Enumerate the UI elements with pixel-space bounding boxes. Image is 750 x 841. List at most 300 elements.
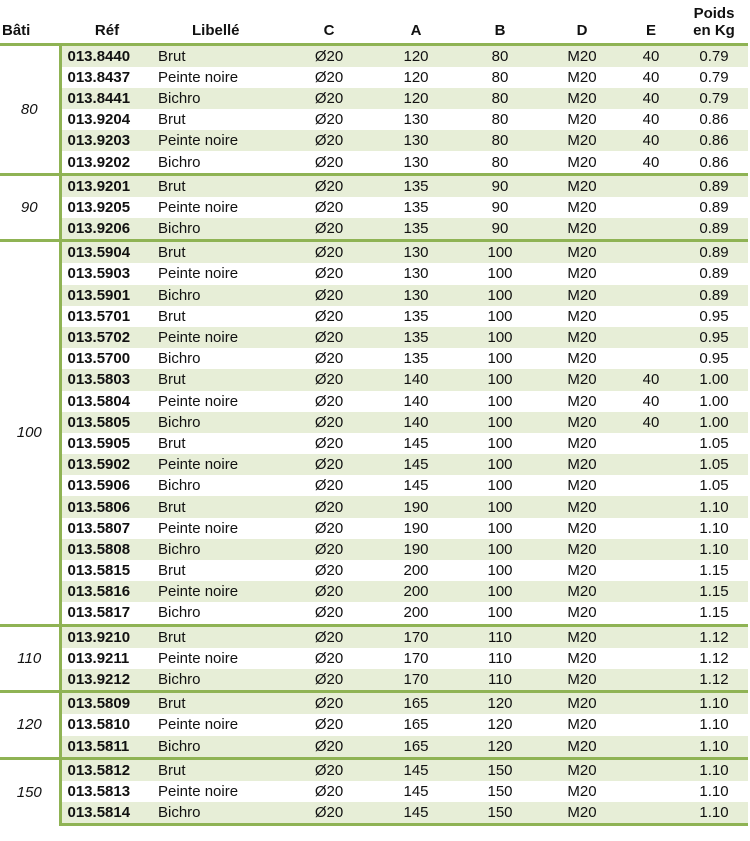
cell-d: M20 bbox=[542, 669, 622, 692]
table-row bbox=[0, 602, 748, 625]
cell-ref: 013.5811 bbox=[60, 736, 154, 759]
cell-b: 150 bbox=[458, 802, 542, 825]
cell-a: 145 bbox=[374, 758, 458, 781]
cell-libelle: Brut bbox=[158, 562, 186, 580]
cell-b: 100 bbox=[487, 434, 513, 452]
cell-poids: 0.79 bbox=[699, 68, 729, 86]
cell-a: 135 bbox=[374, 218, 458, 241]
cell-e bbox=[622, 197, 680, 218]
cell-poids: 0.86 bbox=[699, 111, 729, 129]
cell-poids: 1.12 bbox=[680, 625, 748, 648]
cell-poids: 0.86 bbox=[680, 130, 748, 151]
cell-c: Ø20 bbox=[284, 802, 374, 825]
cell-e bbox=[622, 602, 680, 625]
cell-b: 80 bbox=[491, 111, 509, 129]
cell-e: 40 bbox=[642, 392, 660, 410]
cell-e bbox=[622, 218, 680, 241]
cell-c: Ø20 bbox=[314, 562, 344, 580]
cell-libelle: Brut bbox=[154, 241, 284, 264]
bati-group-label: 80 bbox=[0, 44, 60, 174]
cell-c: Ø20 bbox=[314, 649, 344, 667]
cell-ref: 013.8441 bbox=[60, 88, 154, 109]
cell-a: 135 bbox=[403, 307, 429, 325]
table-row bbox=[0, 475, 748, 496]
cell-b: 120 bbox=[487, 716, 513, 734]
cell-b: 150 bbox=[487, 782, 513, 800]
cell-poids: 1.15 bbox=[680, 581, 748, 602]
cell-c: Ø20 bbox=[314, 392, 344, 410]
cell-e bbox=[622, 285, 680, 306]
cell-libelle: Peinte noire bbox=[154, 130, 284, 151]
cell-b: 90 bbox=[458, 174, 542, 197]
table-row bbox=[0, 625, 748, 648]
cell-e bbox=[622, 648, 680, 669]
cell-ref: 013.9203 bbox=[60, 130, 154, 151]
cell-b: 80 bbox=[491, 153, 509, 171]
cell-a: 145 bbox=[374, 802, 458, 825]
cell-ref: 013.5901 bbox=[60, 285, 154, 306]
cell-poids: 1.12 bbox=[699, 649, 729, 667]
table-row bbox=[0, 241, 748, 264]
cell-ref: 013.5804 bbox=[67, 392, 131, 410]
header-b: B bbox=[458, 0, 542, 44]
cell-c: Ø20 bbox=[314, 307, 344, 325]
cell-ref: 013.5905 bbox=[67, 434, 131, 452]
table-row bbox=[0, 197, 748, 218]
cell-ref: 013.9201 bbox=[60, 174, 154, 197]
cell-e bbox=[622, 241, 680, 264]
header-ref: Réf bbox=[60, 0, 154, 44]
cell-libelle: Peinte noire bbox=[154, 454, 284, 475]
cell-d: M20 bbox=[567, 392, 597, 410]
cell-d: M20 bbox=[542, 174, 622, 197]
cell-e: 40 bbox=[642, 153, 660, 171]
cell-libelle: Bichro bbox=[154, 802, 284, 825]
table-row bbox=[0, 151, 748, 174]
cell-d: M20 bbox=[542, 130, 622, 151]
table-row bbox=[0, 518, 748, 539]
cell-d: M20 bbox=[542, 88, 622, 109]
cell-poids: 0.89 bbox=[680, 218, 748, 241]
cell-c: Ø20 bbox=[314, 68, 344, 86]
cell-libelle: Bichro bbox=[154, 88, 284, 109]
cell-c: Ø20 bbox=[284, 130, 374, 151]
cell-b: 80 bbox=[458, 88, 542, 109]
cell-a: 120 bbox=[374, 44, 458, 67]
cell-c: Ø20 bbox=[284, 218, 374, 241]
cell-ref: 013.5808 bbox=[60, 539, 154, 560]
cell-d: M20 bbox=[542, 454, 622, 475]
cell-e bbox=[622, 496, 680, 517]
cell-c: Ø20 bbox=[284, 327, 374, 348]
cell-ref: 013.5805 bbox=[60, 412, 154, 433]
bati-group-label: 90 bbox=[0, 174, 60, 241]
cell-ref: 013.5904 bbox=[60, 241, 154, 264]
cell-c: Ø20 bbox=[284, 581, 374, 602]
cell-c: Ø20 bbox=[284, 758, 374, 781]
cell-c: Ø20 bbox=[314, 198, 344, 216]
cell-libelle: Bichro bbox=[154, 285, 284, 306]
cell-b: 80 bbox=[458, 44, 542, 67]
table-row bbox=[0, 285, 748, 306]
cell-d: M20 bbox=[567, 198, 597, 216]
cell-libelle: Brut bbox=[158, 307, 186, 325]
cell-poids: 1.05 bbox=[699, 477, 729, 495]
cell-d: M20 bbox=[567, 350, 597, 368]
cell-ref: 013.5902 bbox=[60, 454, 154, 475]
cell-b: 100 bbox=[458, 581, 542, 602]
cell-a: 140 bbox=[374, 412, 458, 433]
cell-a: 120 bbox=[374, 88, 458, 109]
cell-poids: 1.10 bbox=[680, 758, 748, 781]
cell-ref: 013.5812 bbox=[60, 758, 154, 781]
cell-a: 190 bbox=[374, 496, 458, 517]
cell-ref: 013.5807 bbox=[67, 519, 131, 537]
cell-b: 100 bbox=[458, 496, 542, 517]
cell-b: 100 bbox=[458, 539, 542, 560]
cell-d: M20 bbox=[542, 241, 622, 264]
cell-a: 200 bbox=[403, 562, 429, 580]
cell-a: 120 bbox=[403, 68, 429, 86]
cell-e bbox=[622, 758, 680, 781]
cell-poids: 1.10 bbox=[680, 736, 748, 759]
cell-a: 170 bbox=[374, 625, 458, 648]
cell-libelle: Brut bbox=[154, 758, 284, 781]
cell-b: 100 bbox=[458, 285, 542, 306]
cell-e bbox=[622, 475, 680, 496]
cell-c: Ø20 bbox=[314, 519, 344, 537]
table-row bbox=[0, 648, 748, 669]
cell-c: Ø20 bbox=[284, 539, 374, 560]
cell-libelle: Peinte noire bbox=[158, 392, 239, 410]
cell-ref: 013.5702 bbox=[60, 327, 154, 348]
cell-e bbox=[622, 263, 680, 284]
cell-e: 40 bbox=[622, 412, 680, 433]
cell-e bbox=[622, 560, 680, 581]
cell-ref: 013.5903 bbox=[67, 265, 131, 283]
cell-libelle: Bichro bbox=[154, 539, 284, 560]
table-row bbox=[0, 758, 748, 781]
cell-e bbox=[622, 692, 680, 715]
cell-a: 140 bbox=[374, 369, 458, 390]
cell-poids: 1.05 bbox=[680, 454, 748, 475]
cell-b: 110 bbox=[458, 625, 542, 648]
cell-poids: 1.10 bbox=[680, 692, 748, 715]
cell-ref: 013.8440 bbox=[60, 44, 154, 67]
cell-e bbox=[622, 714, 680, 735]
cell-poids: 0.89 bbox=[680, 285, 748, 306]
cell-b: 150 bbox=[458, 758, 542, 781]
cell-d: M20 bbox=[542, 44, 622, 67]
cell-ref: 013.5700 bbox=[67, 350, 131, 368]
cell-c: Ø20 bbox=[314, 350, 344, 368]
header-libelle: Libellé bbox=[154, 0, 284, 44]
cell-poids: 1.10 bbox=[699, 716, 729, 734]
cell-c: Ø20 bbox=[284, 369, 374, 390]
table-row bbox=[0, 218, 748, 241]
table-row bbox=[0, 669, 748, 692]
cell-d: M20 bbox=[567, 153, 597, 171]
cell-ref: 013.9204 bbox=[67, 111, 131, 129]
cell-a: 130 bbox=[374, 130, 458, 151]
cell-libelle: Brut bbox=[154, 369, 284, 390]
cell-a: 135 bbox=[403, 350, 429, 368]
cell-ref: 013.9202 bbox=[67, 153, 131, 171]
cell-ref: 013.5806 bbox=[60, 496, 154, 517]
table-row bbox=[0, 263, 748, 284]
cell-a: 135 bbox=[374, 174, 458, 197]
table-row bbox=[0, 736, 748, 759]
cell-d: M20 bbox=[542, 692, 622, 715]
table-row bbox=[0, 496, 748, 517]
cell-a: 170 bbox=[403, 649, 429, 667]
cell-poids: 1.15 bbox=[699, 604, 729, 622]
cell-e: 40 bbox=[622, 369, 680, 390]
table-row bbox=[0, 714, 748, 735]
table-row bbox=[0, 44, 748, 67]
cell-ref: 013.5906 bbox=[67, 477, 131, 495]
cell-a: 130 bbox=[403, 111, 429, 129]
cell-a: 130 bbox=[374, 285, 458, 306]
cell-b: 100 bbox=[458, 241, 542, 264]
cell-poids: 1.00 bbox=[680, 369, 748, 390]
cell-a: 130 bbox=[374, 241, 458, 264]
cell-poids: 0.79 bbox=[680, 44, 748, 67]
table-row bbox=[0, 327, 748, 348]
cell-c: Ø20 bbox=[314, 477, 344, 495]
cell-c: Ø20 bbox=[284, 669, 374, 692]
cell-e bbox=[622, 781, 680, 802]
cell-c: Ø20 bbox=[284, 88, 374, 109]
cell-poids: 1.10 bbox=[680, 496, 748, 517]
cell-e bbox=[622, 454, 680, 475]
cell-c: Ø20 bbox=[314, 434, 344, 452]
bati-group-label: 150 bbox=[0, 758, 60, 825]
cell-libelle: Peinte noire bbox=[158, 198, 239, 216]
cell-libelle: Bichro bbox=[158, 604, 201, 622]
cell-e bbox=[622, 736, 680, 759]
header-a: A bbox=[374, 0, 458, 44]
cell-d: M20 bbox=[542, 496, 622, 517]
cell-ref: 013.5810 bbox=[67, 716, 131, 734]
cell-d: M20 bbox=[567, 562, 597, 580]
cell-d: M20 bbox=[567, 111, 597, 129]
cell-d: M20 bbox=[567, 434, 597, 452]
cell-libelle: Bichro bbox=[154, 218, 284, 241]
cell-c: Ø20 bbox=[284, 241, 374, 264]
cell-libelle: Bichro bbox=[158, 350, 201, 368]
cell-poids: 1.10 bbox=[699, 519, 729, 537]
cell-ref: 013.5813 bbox=[67, 782, 131, 800]
cell-ref: 013.8437 bbox=[67, 68, 131, 86]
table-row bbox=[0, 692, 748, 715]
cell-e: 40 bbox=[622, 130, 680, 151]
table-row bbox=[0, 802, 748, 825]
cell-libelle: Brut bbox=[154, 174, 284, 197]
table-row bbox=[0, 67, 748, 88]
cell-poids: 0.95 bbox=[680, 327, 748, 348]
header-d: D bbox=[542, 0, 622, 44]
cell-ref: 013.9212 bbox=[60, 669, 154, 692]
cell-poids: 0.86 bbox=[699, 153, 729, 171]
cell-b: 100 bbox=[487, 562, 513, 580]
cell-poids: 0.95 bbox=[699, 307, 729, 325]
cell-ref: 013.5803 bbox=[60, 369, 154, 390]
cell-e: 40 bbox=[642, 111, 660, 129]
cell-libelle: Bichro bbox=[158, 477, 201, 495]
header-e: E bbox=[622, 0, 680, 44]
cell-poids: 0.89 bbox=[680, 241, 748, 264]
cell-ref: 013.5816 bbox=[60, 581, 154, 602]
cell-libelle: Peinte noire bbox=[158, 649, 239, 667]
cell-poids: 1.15 bbox=[699, 562, 729, 580]
cell-c: Ø20 bbox=[284, 412, 374, 433]
cell-d: M20 bbox=[542, 412, 622, 433]
table-row bbox=[0, 539, 748, 560]
cell-d: M20 bbox=[567, 307, 597, 325]
cell-c: Ø20 bbox=[314, 153, 344, 171]
bati-group-label: 120 bbox=[0, 692, 60, 759]
cell-a: 200 bbox=[374, 581, 458, 602]
table-row bbox=[0, 130, 748, 151]
header-poids bbox=[680, 0, 748, 44]
cell-d: M20 bbox=[542, 285, 622, 306]
cell-c: Ø20 bbox=[284, 692, 374, 715]
cell-e bbox=[622, 327, 680, 348]
cell-libelle: Peinte noire bbox=[158, 716, 239, 734]
cell-ref: 013.9205 bbox=[67, 198, 131, 216]
cell-c: Ø20 bbox=[284, 496, 374, 517]
cell-libelle: Bichro bbox=[154, 669, 284, 692]
cell-d: M20 bbox=[567, 604, 597, 622]
cell-a: 145 bbox=[403, 477, 429, 495]
cell-a: 145 bbox=[403, 434, 429, 452]
cell-libelle: Peinte noire bbox=[154, 327, 284, 348]
header-c: C bbox=[284, 0, 374, 44]
cell-b: 100 bbox=[487, 392, 513, 410]
cell-a: 170 bbox=[374, 669, 458, 692]
table-row bbox=[0, 454, 748, 475]
cell-poids: 1.05 bbox=[699, 434, 729, 452]
cell-d: M20 bbox=[567, 716, 597, 734]
cell-c: Ø20 bbox=[314, 604, 344, 622]
cell-c: Ø20 bbox=[284, 736, 374, 759]
header-bati: Bâti bbox=[0, 0, 60, 44]
cell-b: 80 bbox=[491, 68, 509, 86]
cell-a: 165 bbox=[403, 716, 429, 734]
cell-a: 130 bbox=[403, 153, 429, 171]
cell-d: M20 bbox=[542, 369, 622, 390]
cell-a: 200 bbox=[403, 604, 429, 622]
cell-d: M20 bbox=[542, 581, 622, 602]
cell-e bbox=[622, 306, 680, 327]
cell-a: 190 bbox=[403, 519, 429, 537]
cell-b: 100 bbox=[458, 412, 542, 433]
header-poids-line2: en Kg bbox=[693, 21, 735, 39]
cell-b: 110 bbox=[488, 649, 512, 667]
cell-c: Ø20 bbox=[314, 782, 344, 800]
table-row bbox=[0, 412, 748, 433]
cell-c: Ø20 bbox=[314, 265, 344, 283]
table-row bbox=[0, 109, 748, 130]
cell-ref: 013.5814 bbox=[60, 802, 154, 825]
cell-d: M20 bbox=[542, 218, 622, 241]
cell-a: 135 bbox=[374, 327, 458, 348]
cell-poids: 1.12 bbox=[680, 669, 748, 692]
cell-b: 100 bbox=[487, 350, 513, 368]
cell-poids: 1.10 bbox=[680, 802, 748, 825]
table-row bbox=[0, 369, 748, 390]
cell-libelle: Peinte noire bbox=[158, 519, 239, 537]
cell-d: M20 bbox=[567, 477, 597, 495]
cell-e: 40 bbox=[622, 44, 680, 67]
cell-libelle: Brut bbox=[154, 44, 284, 67]
cell-b: 100 bbox=[487, 265, 513, 283]
cell-e bbox=[622, 539, 680, 560]
cell-d: M20 bbox=[567, 68, 597, 86]
cell-poids: 0.89 bbox=[699, 265, 729, 283]
cell-libelle: Brut bbox=[154, 692, 284, 715]
cell-a: 165 bbox=[374, 736, 458, 759]
cell-e bbox=[622, 433, 680, 454]
table-row bbox=[0, 88, 748, 109]
cell-c: Ø20 bbox=[284, 285, 374, 306]
cell-poids: 0.95 bbox=[699, 350, 729, 368]
cell-libelle: Brut bbox=[154, 625, 284, 648]
cell-poids: 0.79 bbox=[680, 88, 748, 109]
cell-ref: 013.9210 bbox=[60, 625, 154, 648]
table-body bbox=[0, 44, 748, 825]
cell-c: Ø20 bbox=[284, 454, 374, 475]
cell-libelle: Bichro bbox=[158, 153, 201, 171]
cell-e bbox=[622, 669, 680, 692]
cell-libelle: Peinte noire bbox=[158, 68, 239, 86]
cell-c: Ø20 bbox=[314, 111, 344, 129]
cell-a: 145 bbox=[403, 782, 429, 800]
table-row bbox=[0, 306, 748, 327]
cell-b: 100 bbox=[458, 327, 542, 348]
table-row bbox=[0, 391, 748, 412]
cell-libelle: Bichro bbox=[154, 412, 284, 433]
cell-e bbox=[622, 518, 680, 539]
cell-e bbox=[622, 625, 680, 648]
cell-b: 120 bbox=[458, 692, 542, 715]
table-row bbox=[0, 348, 748, 369]
table-row bbox=[0, 433, 748, 454]
cell-poids: 1.10 bbox=[699, 782, 729, 800]
cell-d: M20 bbox=[567, 519, 597, 537]
cell-e bbox=[622, 802, 680, 825]
cell-poids: 1.00 bbox=[680, 412, 748, 433]
cell-e bbox=[622, 174, 680, 197]
cell-b: 80 bbox=[458, 130, 542, 151]
table-row bbox=[0, 581, 748, 602]
header-row bbox=[0, 0, 748, 44]
cell-b: 110 bbox=[458, 669, 542, 692]
cell-b: 90 bbox=[458, 218, 542, 241]
cell-libelle: Bichro bbox=[154, 736, 284, 759]
table-row bbox=[0, 560, 748, 581]
cell-b: 100 bbox=[487, 519, 513, 537]
cell-poids: 0.89 bbox=[680, 174, 748, 197]
cell-libelle: Peinte noire bbox=[158, 782, 239, 800]
cell-a: 135 bbox=[403, 198, 429, 216]
bati-group-label: 110 bbox=[0, 625, 60, 692]
cell-d: M20 bbox=[542, 758, 622, 781]
bati-group-label: 100 bbox=[0, 241, 60, 625]
cell-a: 190 bbox=[374, 539, 458, 560]
cell-a: 130 bbox=[403, 265, 429, 283]
